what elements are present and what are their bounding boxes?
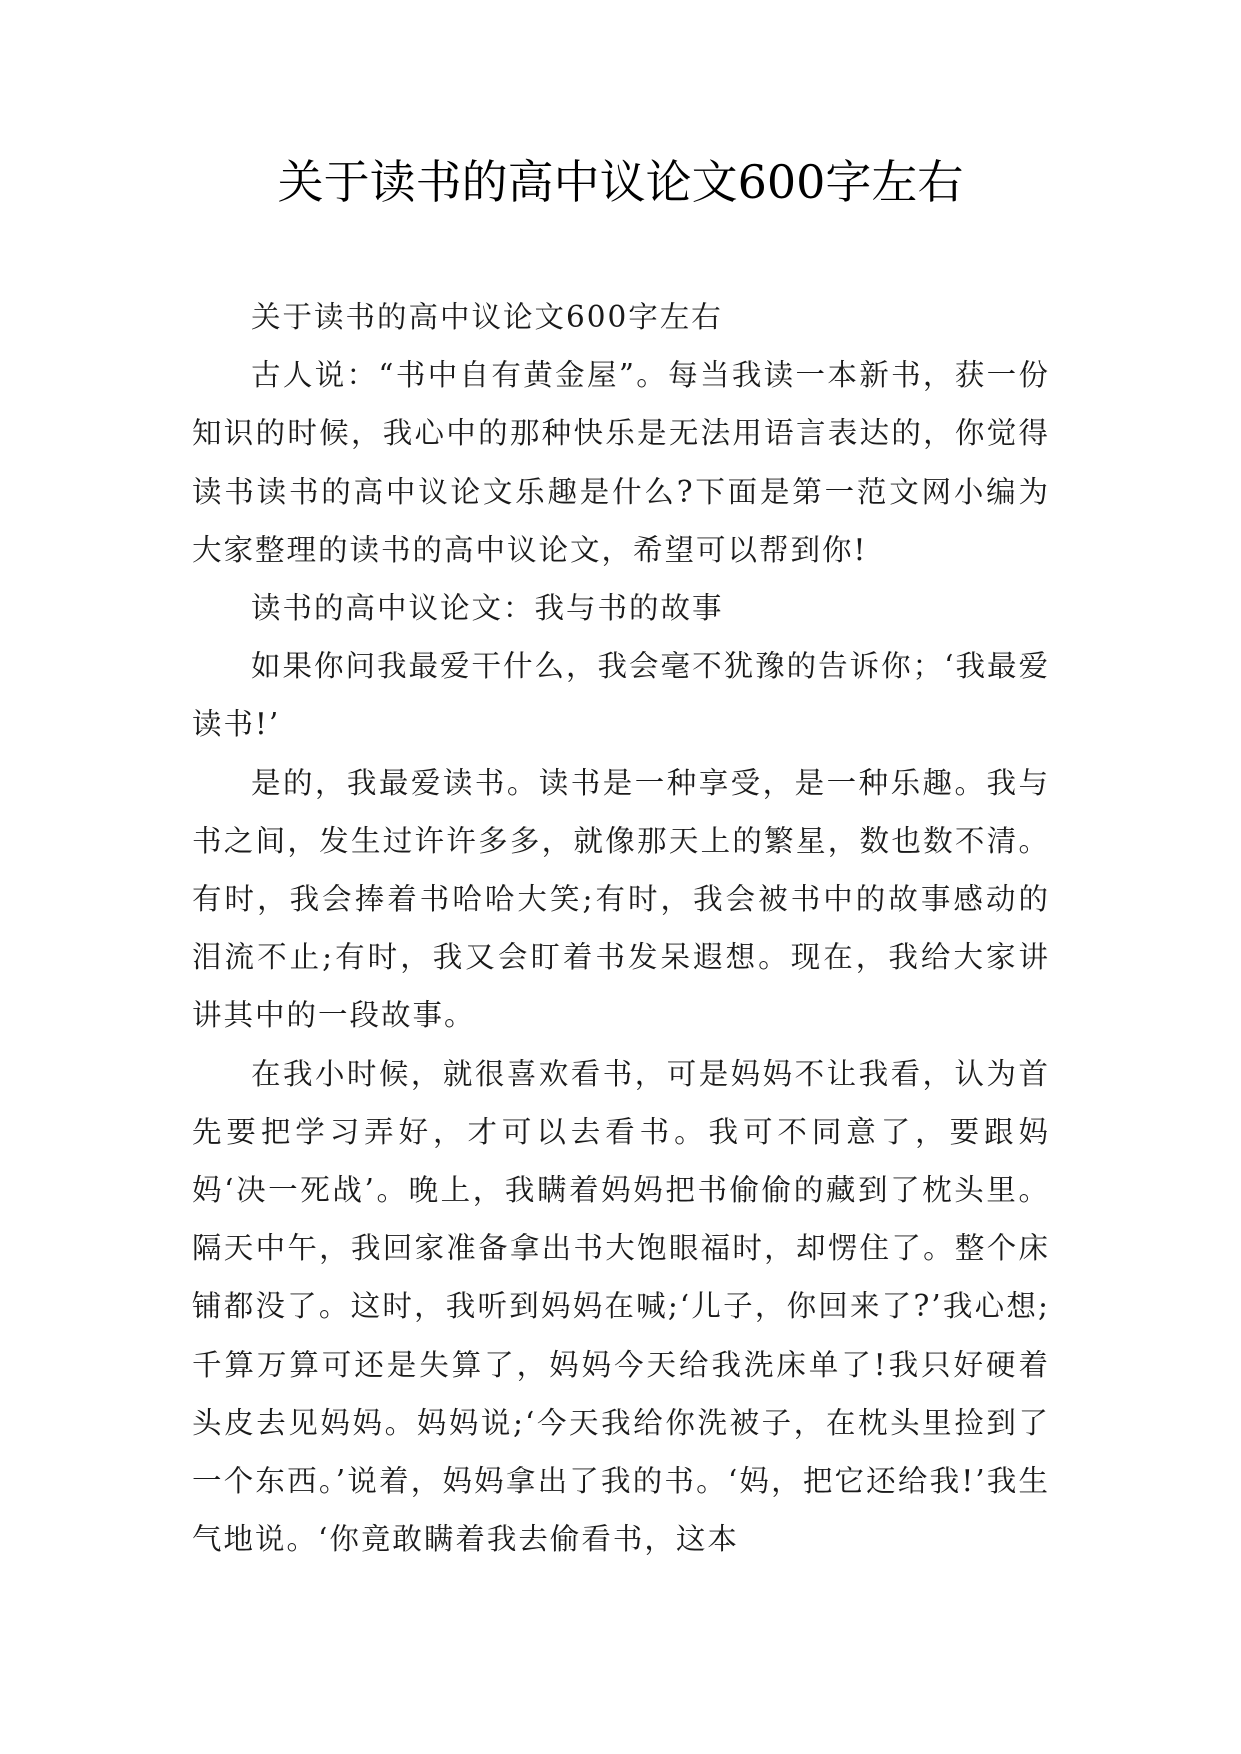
paragraph-question: 如果你问我最爱干什么，我会毫不犹豫的告诉你；‘我最爱读书!’ — [192, 649, 1050, 742]
paragraph-intro: 古人说：“书中自有黄金屋”。每当我读一本新书，获一份知识的时候，我心中的那种快乐是无法用语言表达的，你觉得读书读书的高中议论文乐趣是什么?下面是第一范文网小编为大家整理的读书的高中议论文，希望可以帮到你! — [192, 358, 1050, 567]
paragraph-subtitle: 关于读书的高中议论文600字左右 — [251, 300, 723, 334]
paragraph-story: 在我小时候，就很喜欢看书，可是妈妈不让我看，认为首先要把学习弄好，才可以去看书。我可不同意了，要跟妈妈‘决一死战’。晚上，我瞒着妈妈把书偷偷的藏到了枕头里。隔天中午，我回家准备拿出书大饱眼福时，却愣住了。整个床铺都没了。这时，我听到妈妈在喊;‘儿子，你回来了?’我心想;千算万算可还是失算了，妈妈今天给我洗床单了!我只好硬着头皮去见妈妈。妈妈说;‘今天我给你洗被子，在枕头里捡到了一个东西。’说着，妈妈拿出了我的书。‘妈，把它还给我!’我生气地说。‘你竟敢瞒着我去偷看书，这本 — [192, 1056, 1050, 1557]
document-title: 关于读书的高中议论文600字左右 — [277, 155, 964, 209]
paragraph-love-reading: 是的，我最爱读书。读书是一种享受，是一种乐趣。我与书之间，发生过许许多多，就像那天上的繁星，数也数不清。有时，我会捧着书哈哈大笑;有时，我会被书中的故事感动的泪流不止;有时，我又会盯着书发呆遐想。现在，我给大家讲讲其中的一段故事。 — [192, 765, 1050, 1033]
document-body — [192, 288, 1050, 1568]
paragraph-section-heading: 读书的高中议论文：我与书的故事 — [251, 591, 724, 626]
